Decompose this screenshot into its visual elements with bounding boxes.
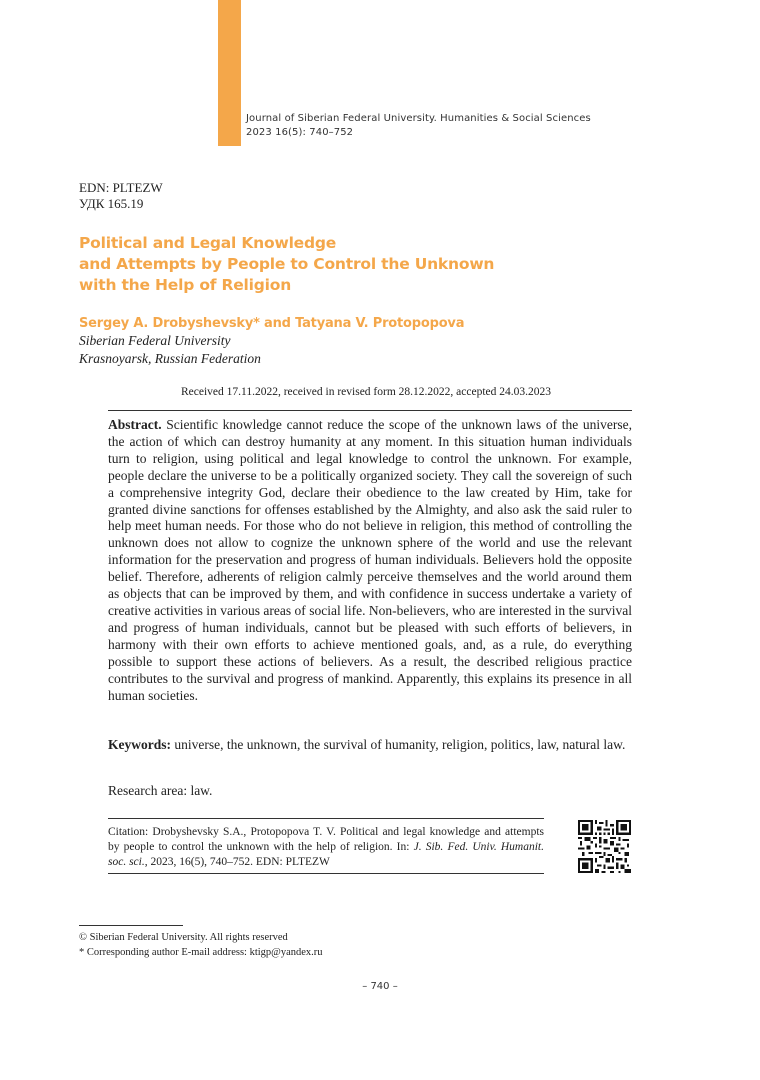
affiliation [79, 332, 261, 368]
authors: Sergey A. Drobyshevsky* and Tatyana V. Protopopova [79, 316, 465, 331]
journal-header [246, 112, 591, 140]
citation-text: Citation: Drobyshevsky S.A., Protopopova T. V. Political and legal knowledge and attempts by people to control the unknown with the help of religion. In: [108, 826, 544, 853]
abstract-text: Scientific knowledge cannot reduce the scope of the unknown laws of the universe, the action of which can destroy humanity at any moment. In this situation human individuals turn to religion, using political and legal knowledge to control the unknown. For example, people declare the universe to be a politically organized society. They call the sovereign of such a comprehensive integrity God, declare their obedience to the law created by Him, take for granted divine sanctions for offenses established by the Almighty, and also ask the said ruler to help meet human needs. For those who do not believe in religion, this method of controlling the unknown does not allow to cognize the unknown sphere of the world and use the relevant information for the preservation and progress of human individuals. Believers hold the opposite belief. Therefore, adherents of religion calmly perceive themselves and the world around them as objects that can be improved by them, and with confidence in success undertake a variety of creative activities in various areas of social life. Non-believers, who are interested in the survival and progress of human individuals, cannot but be pleased with such efforts of believers, in harmony with their own efforts to achieve mentioned goals, and, as a rule, do everything possible to support these actions of believers. As a result, the described religious practice contributes to the survival and progress of mankind. Apparently, this explains its presence in all human societies. [108, 417, 632, 703]
copyright-note: © Siberian Federal University. All rights reserved [79, 932, 288, 943]
affiliation-location: Krasnoyarsk, Russian Federation [79, 351, 261, 366]
title-line-2: and Attempts by People to Control the Unknown [79, 255, 495, 273]
received-dates: Received 17.11.2022, received in revised form 28.12.2022, accepted 24.03.2023 [180, 386, 552, 398]
footnote-divider [79, 925, 183, 926]
udk-code: УДК 165.19 [79, 196, 144, 211]
journal-issue: 2023 16(5): 740–752 [246, 127, 354, 138]
article-codes [79, 180, 163, 212]
corresponding-author-note: * Corresponding author E-mail address: ktigp@yandex.ru [79, 947, 323, 958]
keywords-text: universe, the unknown, the survival of humanity, religion, politics, law, natural law. [171, 737, 626, 752]
research-area: Research area: law. [108, 783, 213, 798]
footnotes [79, 930, 323, 960]
title-line-3: with the Help of Religion [79, 276, 292, 294]
affiliation-university: Siberian Federal University [79, 333, 231, 348]
qr-code-icon[interactable] [578, 820, 631, 873]
abstract-label: Abstract. [108, 417, 162, 432]
keywords [108, 736, 632, 753]
title-line-1: Political and Legal Knowledge [79, 234, 337, 252]
keywords-label: Keywords: [108, 737, 171, 752]
orange-accent-bar [218, 0, 241, 146]
page-number: – 740 – [362, 981, 398, 992]
citation-box [108, 818, 544, 874]
abstract [108, 410, 632, 704]
edn-code: EDN: PLTEZW [79, 180, 163, 195]
article-title [79, 233, 639, 296]
citation-journal: J. Sib. Fed. Univ. Humanit. soc. sci. [108, 841, 544, 868]
journal-name: Journal of Siberian Federal University. Humanities & Social Sciences [246, 113, 591, 124]
citation-details: , 2023, 16(5), 740–752. EDN: PLTEZW [144, 856, 330, 868]
